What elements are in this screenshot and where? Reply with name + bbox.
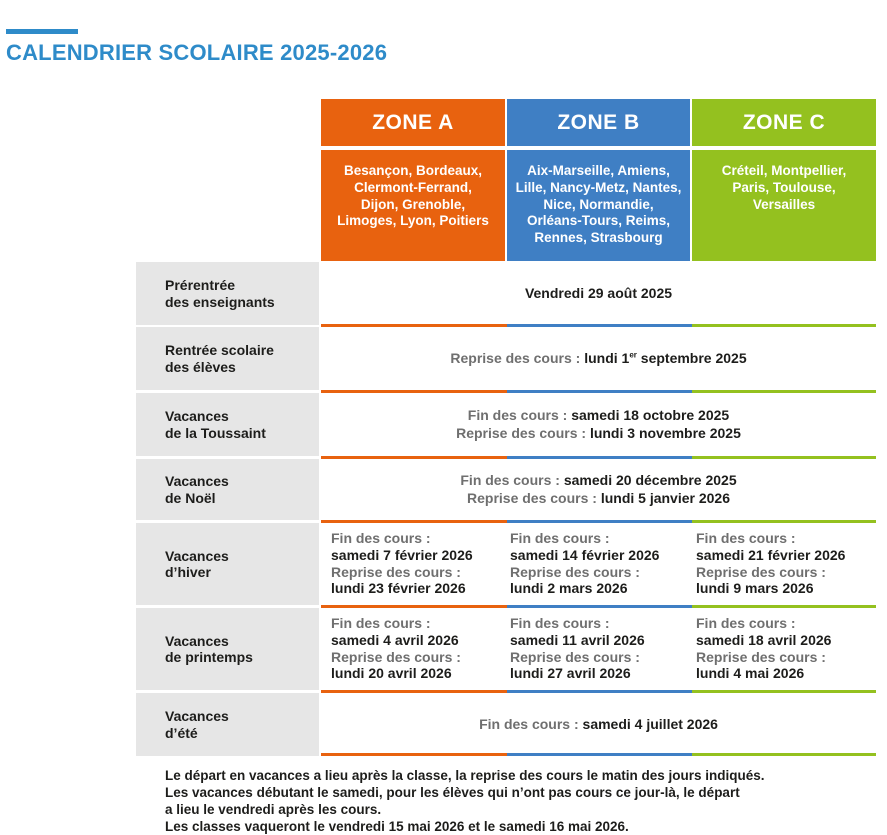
hiver-zone-c: Fin des cours : samedi 21 février 2026 Reprise des cours : lundi 9 mars 2026 xyxy=(696,530,846,597)
row-label-printemps: Vacances de printemps xyxy=(136,608,319,690)
row-divider xyxy=(321,520,876,523)
row-content-noel: Fin des cours : samedi 20 décembre 2025 Reprise des cours : lundi 5 janvier 2026 xyxy=(460,472,737,506)
row-label-rentree: Rentrée scolaire des élèves xyxy=(136,327,319,390)
row-label-toussaint: Vacances de la Toussaint xyxy=(136,393,319,456)
hiver-zone-a: Fin des cours : samedi 7 février 2026 Reprise des cours : lundi 23 février 2026 xyxy=(331,530,473,597)
printemps-zone-c: Fin des cours : samedi 18 avril 2026 Reprise des cours : lundi 4 mai 2026 xyxy=(696,615,832,682)
zone-a-header: ZONE A xyxy=(321,99,505,146)
row-label-ete: Vacances d’été xyxy=(136,693,319,756)
row-content-toussaint: Fin des cours : samedi 18 octobre 2025 Reprise des cours : lundi 3 novembre 2025 xyxy=(456,407,741,441)
hiver-zone-b: Fin des cours : samedi 14 février 2026 Reprise des cours : lundi 2 mars 2026 xyxy=(510,530,660,597)
row-label-noel: Vacances de Noël xyxy=(136,459,319,520)
zone-c-header: ZONE C xyxy=(692,99,876,146)
printemps-zone-a: Fin des cours : samedi 4 avril 2026 Reprise des cours : lundi 20 avril 2026 xyxy=(331,615,461,682)
page-title: CALENDRIER SCOLAIRE 2025-2026 xyxy=(6,40,388,65)
zone-b-cities: Aix-Marseille, Amiens, Lille, Nancy-Metz, Nantes, Nice, Normandie, Orléans-Tours, Reims, Rennes, Strasbourg xyxy=(507,150,690,261)
row-content-ete: Fin des cours : samedi 4 juillet 2026 xyxy=(479,715,718,732)
row-content-prerentree: Vendredi 29 août 2025 xyxy=(524,284,673,301)
zone-c-cities: Créteil, Montpellier, Paris, Toulouse, Versailles xyxy=(692,150,876,261)
zone-a-cities: Besançon, Bordeaux, Clermont-Ferrand, Dijon, Grenoble, Limoges, Lyon, Poitiers xyxy=(321,150,505,261)
title-accent-bar xyxy=(6,29,78,34)
zone-b-header: ZONE B xyxy=(507,99,690,146)
row-label-prerentree: Prérentrée des enseignants xyxy=(136,262,319,325)
row-label-hiver: Vacances d’hiver xyxy=(136,523,319,605)
printemps-zone-b: Fin des cours : samedi 11 avril 2026 Reprise des cours : lundi 27 avril 2026 xyxy=(510,615,645,682)
row-divider xyxy=(321,753,876,756)
footer-notes: Le départ en vacances a lieu après la classe, la reprise des cours le matin des jours indiqués. Les vacances débutant le samedi, pour les élèves qui n’ont pas cours ce jour-là, le départ a lieu le vendredi après les cours. Les classes vaqueront le vendredi 15 mai 2026 et le samedi 16 mai 2026. xyxy=(165,768,765,834)
row-content-rentree: Reprise des cours : lundi 1er septembre 2025 xyxy=(450,349,747,366)
row-divider xyxy=(321,605,876,608)
